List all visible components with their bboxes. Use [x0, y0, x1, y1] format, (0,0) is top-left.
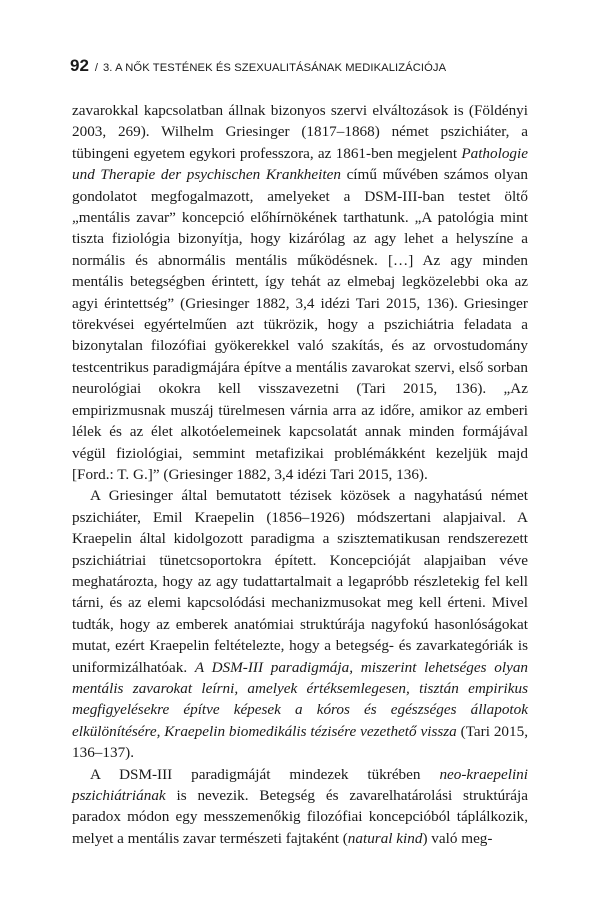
body-text — [72, 100, 528, 849]
text-run: A Griesinger által bemutatott tézisek közösek a nagyhatású német pszichiáter, Emil Kraepelin (1856–1926) módszertani alapjaival. A Kraepelin által kidolgozott paradigma a szisztematikusan rendszerezett pszichiátriai tünetcsoportokra épített. Koncepcióját alapjaiban véve meghatározta, hogy az agy tudattartalmait a legapróbb részletekig fel kell tárni, és az elemi kapcsolódási mechanizmusokat meg kell érteni. Mivel tudták, hogy az emberek anatómiai struktúrája nagyfokú hasonlóságokat mutat, ezért Kraepelin feltételezte, hogy a betegség- és zavarkategóriák is uniformizálhatóak. — [72, 487, 528, 676]
text-run: című művében számos olyan gondolatot megfogalmazott, amelyeket a DSM-III-ban testet öltő „mentális zavar” koncepció előhírnökének tarthatunk. „A patológia mint tiszta fiziológia bizonyítja, hogy kizárólag az agy lehet a helyszíne a normális és abnormális mentális működésnek. […] Az agy minden mentális betegségben érintett, így tehát az elmebaj legközelebbi oka az agyi érintettség” (Griesinger 1882, 3,4 idézi Tari 2015, 136). Griesinger törekvései egyértelműen azt tükrözik, hogy a pszichiátria feladata a bizonytalan filozófiai gyökerekkel való szakítás, és az orvostudomány testcentrikus paradigmájára építve a mentális zavarokat szervi, első sorban neurológiai okokra kell visszavezetni (Tari 2015, 136). „Az empirizmusnak muszáj türelmesen várnia arra az időre, amikor az emberi lélek és az élet alkotóelemeinek kapcsolatát annak minden formájával végül fiziológiai, semmint metafizikai problémákként kezeljük majd [Ford.: T. G.]” (Griesinger 1882, 3,4 idézi Tari 2015, 136). — [72, 166, 528, 483]
paragraph — [72, 764, 528, 850]
book-title: Pathologie und Therapie der psychischen Krankheiten — [72, 144, 528, 184]
term: natural kind — [347, 829, 423, 847]
paragraph — [72, 485, 528, 763]
paragraph — [72, 100, 528, 485]
running-header — [70, 56, 530, 76]
text-run: ) való meg- — [422, 829, 493, 847]
text-run: (Tari 2015, 136–137). — [72, 722, 528, 762]
term: neo-kraepelini pszichiátriának — [72, 765, 528, 804]
text-run: is nevezik. Betegség és zavarelhatárolási struktúrája paradox módon egy messzemenőkig filozófiai koncepcióból táplálkozik, melyet a mentális zavar természeti fajtaként ( — [72, 787, 528, 847]
emphasis: A DSM-III paradigmája, miszerint lehetséges olyan mentális zavarokat leírni, amelyek értéksemlegesen, tisztán empirikus megfigyelésekre építve képesek a kóros és egészséges állapotok elkülönítésére, Kraepelin biomedikális tézisére vezethető vissza — [72, 658, 529, 740]
text-run: zavarokkal kapcsolatban állnak bizonyos szervi elváltozások is (Földényi 2003, 269). Wilhelm Griesinger (1817–1868) német pszichiáter, a tübingeni egyetem egykori professzora, az 1861-ben megjelent — [72, 102, 528, 162]
header-separator: / — [94, 62, 98, 74]
chapter-title: 3. A NŐK TESTÉNEK ÉS SZEXUALITÁSÁNAK MEDIKALIZÁCIÓJA — [102, 62, 447, 74]
page-number: 92 — [70, 56, 89, 75]
text-run: A DSM-III paradigmáját mindezek tükrében — [90, 765, 440, 783]
